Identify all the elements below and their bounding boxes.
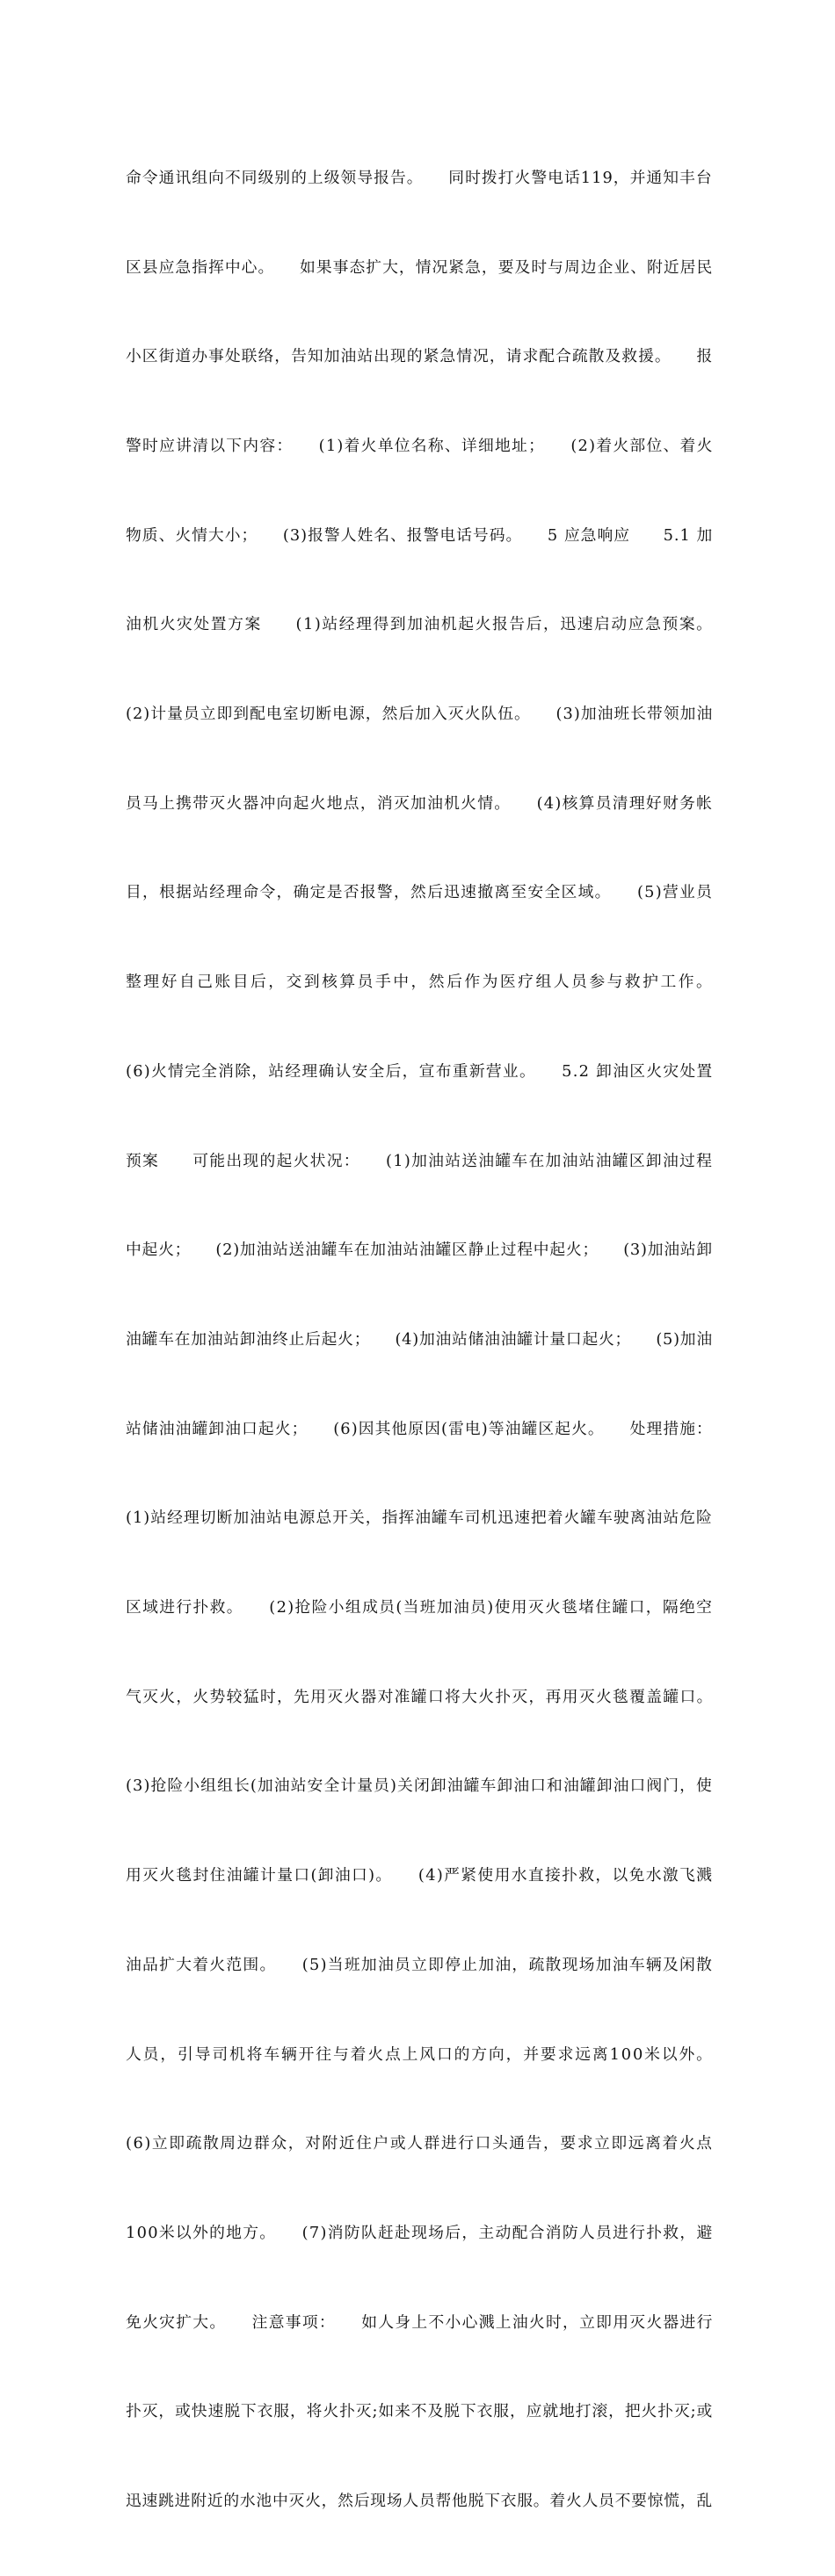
text-line: 区域进行扑救。 (2)抢险小组成员(当班加油员)使用灭火毯堵住罐口，隔绝空 <box>126 1598 714 1617</box>
text-line: 物质、火情大小； (3)报警人姓名、报警电话号码。 5 应急响应 5.1 加 <box>126 525 714 545</box>
text-line: 用灭火毯封住油罐计量口(卸油口)。 (4)严紧使用水直接扑救，以免水激飞溅 <box>126 1866 714 1885</box>
text-line: 命令通讯组向不同级别的上级领导报告。 同时拨打火警电话119，并通知丰台 <box>126 168 713 187</box>
text-line: 免火灾扩大。 注意事项： 如人身上不小心溅上油火时，立即用灭火器进行 <box>126 2312 714 2332</box>
text-line: 气灭火，火势较猛时，先用灭火器对准罐口将大火扑灭，再用灭火毯覆盖罐口。 <box>126 1687 714 1706</box>
text-line: 预案 可能出现的起火状况： (1)加油站送油罐车在加油站油罐区卸油过程 <box>126 1151 714 1170</box>
text-line: 区县应急指挥中心。 如果事态扩大，情况紧急，要及时与周边企业、附近居民 <box>126 257 714 277</box>
text-line: (3)抢险小组组长(加油站安全计量员)关闭卸油罐车卸油口和油罐卸油口阀门，使 <box>126 1776 713 1796</box>
text-line: 人员，引导司机将车辆开往与着火点上风口的方向，并要求远离100米以外。 <box>126 2044 714 2064</box>
text-line: 迅速跳进附近的水池中灭火，然后现场人员帮他脱下衣服。着火人员不要惊慌，乱 <box>126 2492 713 2511</box>
text-line: 100米以外的地方。 (7)消防队赶赴现场后，主动配合消防人员进行扑救，避 <box>126 2223 714 2242</box>
text-line: 警时应讲清以下内容： (1)着火单位名称、详细地址； (2)着火部位、着火 <box>126 436 714 455</box>
text-line: 站储油油罐卸油口起火； (6)因其他原因(雷电)等油罐区起火。 处理措施： <box>126 1419 713 1438</box>
document-body <box>126 104 715 2576</box>
text-line: 油机火灾处置方案 (1)站经理得到加油机起火报告后，迅速启动应急预案。 <box>126 615 714 634</box>
text-line: 员马上携带灭火器冲向起火地点，消灭加油机火情。 (4)核算员清理好财务帐 <box>126 793 714 813</box>
text-line: 油品扩大着火范围。 (5)当班加油员立即停止加油，疏散现场加油车辆及闲散 <box>126 1955 714 1974</box>
text-line: 整理好自己账目后，交到核算员手中，然后作为医疗组人员参与救护工作。 <box>126 973 715 992</box>
text-line: (6)立即疏散周边群众，对附近住户或人群进行口头通告，要求立即远离着火点 <box>126 2134 714 2153</box>
text-line: (6)火情完全消除，站经理确认安全后，宣布重新营业。 5.2 卸油区火灾处置 <box>126 1061 714 1081</box>
text-line: (1)站经理切断加油站电源总开关，指挥油罐车司机迅速把着火罐车驶离油站危险 <box>126 1509 713 1528</box>
text-line: 中起火； (2)加油站送油罐车在加油站油罐区静止过程中起火； (3)加油站卸 <box>126 1241 713 1260</box>
text-line: 油罐车在加油站卸油终止后起火； (4)加油站储油油罐计量口起火； (5)加油 <box>126 1329 713 1349</box>
text-line: 小区街道办事处联络，告知加油站出现的紧急情况，请求配合疏散及救援。 报 <box>126 347 714 366</box>
text-line: (2)计量员立即到配电室切断电源，然后加入灭火队伍。 (3)加油班长带领加油 <box>126 705 714 724</box>
text-line: 扑灭，或快速脱下衣服，将火扑灭;如来不及脱下衣服，应就地打滚，把火扑灭;或 <box>126 2402 714 2421</box>
text-line: 目，根据站经理命令，确定是否报警，然后迅速撤离至安全区域。 (5)营业员 <box>126 883 714 902</box>
